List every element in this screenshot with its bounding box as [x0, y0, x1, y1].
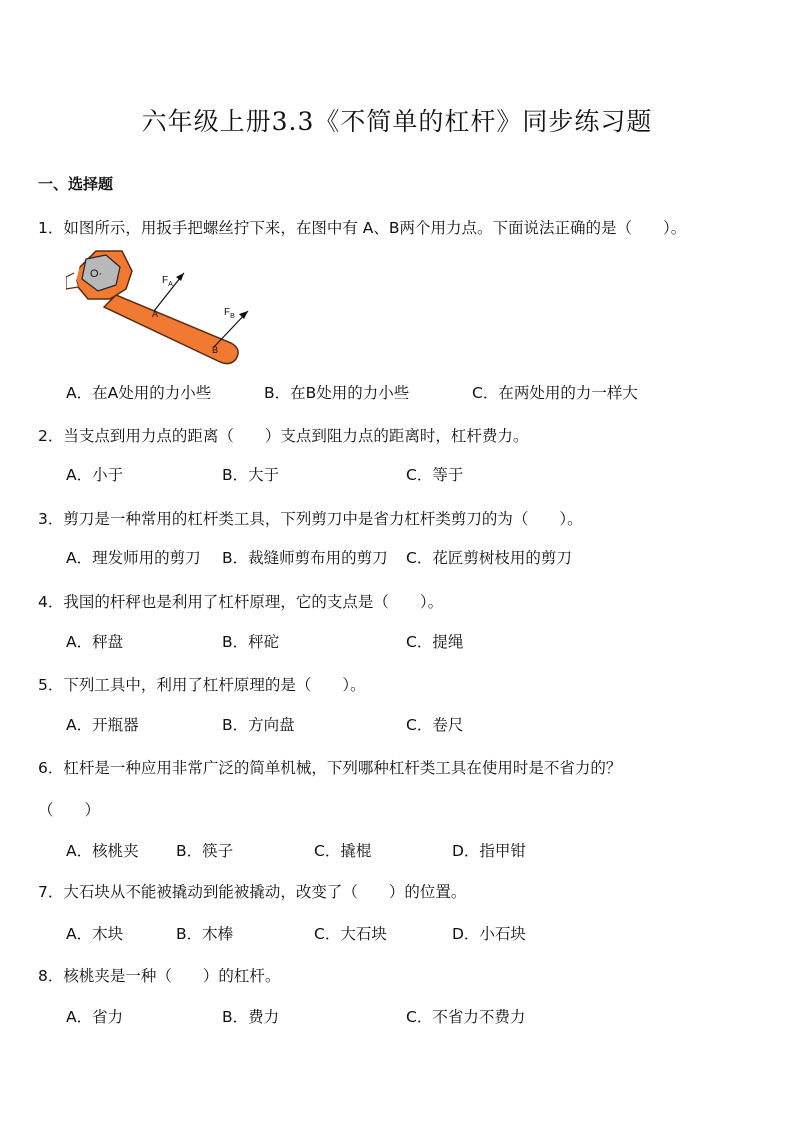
option-7d[interactable]: D．小石块	[452, 925, 526, 943]
pivot-label: O·	[90, 268, 103, 280]
option-8b[interactable]: B．费力	[222, 1008, 280, 1026]
option-6a[interactable]: A．核桃夹	[66, 842, 139, 860]
option-8a[interactable]: A．省力	[66, 1008, 124, 1026]
option-3b[interactable]: B．裁缝师剪布用的剪刀	[222, 549, 388, 567]
question-3: 3．剪刀是一种常用的杠杆类工具，下列剪刀中是省力杠杆类剪刀的为（ ）。	[38, 510, 583, 528]
option-4a[interactable]: A．秤盘	[66, 633, 124, 651]
question-4: 4．我国的杆秤也是利用了杠杆原理，它的支点是（ ）。	[38, 593, 444, 611]
option-6b[interactable]: B．筷子	[176, 842, 234, 860]
question-8: 8．核桃夹是一种（ ）的杠杆。	[38, 967, 281, 985]
question-1: 1．如图所示，用扳手把螺丝拧下来，在图中有 A、B两个用力点。下面说法正确的是（ ）。	[38, 219, 687, 237]
option-4c[interactable]: C．提绳	[406, 633, 464, 651]
option-7c[interactable]: C．大石块	[314, 925, 387, 943]
point-b-label: B	[212, 345, 219, 355]
option-3a[interactable]: A．理发师用的剪刀	[66, 549, 201, 567]
point-a-label: A	[152, 309, 159, 319]
page-title: 六年级上册3.3《不简单的杠杆》同步练习题	[141, 107, 653, 136]
option-5a[interactable]: A．开瓶器	[66, 716, 139, 734]
option-1c[interactable]: C．在两处用的力一样大	[472, 384, 638, 402]
option-8c[interactable]: C．不省力不费力	[406, 1008, 526, 1026]
question-6-blank: （ ）	[38, 801, 101, 819]
option-6d[interactable]: D．指甲钳	[452, 842, 526, 860]
option-7a[interactable]: A．木块	[66, 925, 124, 943]
option-6c[interactable]: C．撬棍	[314, 842, 372, 860]
question-7: 7．大石块从不能被撬动到能被撬动，改变了（ ）的位置。	[38, 883, 467, 901]
option-3c[interactable]: C．花匠剪树枝用的剪刀	[406, 549, 572, 567]
question-2: 2．当支点到用力点的距离（ ）支点到阻力点的距离时，杠杆费力。	[38, 427, 529, 445]
option-2a[interactable]: A．小于	[66, 466, 124, 484]
option-5b[interactable]: B．方向盘	[222, 716, 295, 734]
option-4b[interactable]: B．秤砣	[222, 633, 280, 651]
force-a-label: $F_A$	[162, 275, 173, 288]
force-b-label: $F_B$	[224, 307, 235, 320]
question-6: 6．杠杆是一种应用非常广泛的简单机械，下列哪种杠杆类工具在使用时是不省力的？	[38, 759, 622, 777]
section-heading: 一、选择题	[38, 175, 114, 193]
option-5c[interactable]: C．卷尺	[406, 716, 464, 734]
option-1a[interactable]: A．在A处用的力小些	[66, 384, 212, 402]
wrench-figure	[66, 243, 266, 373]
option-1b[interactable]: B．在B处用的力小些	[264, 384, 410, 402]
option-7b[interactable]: B．木棒	[176, 925, 234, 943]
option-2b[interactable]: B．大于	[222, 466, 280, 484]
option-2c[interactable]: C．等于	[406, 466, 464, 484]
question-5: 5．下列工具中，利用了杠杆原理的是（ ）。	[38, 676, 366, 694]
